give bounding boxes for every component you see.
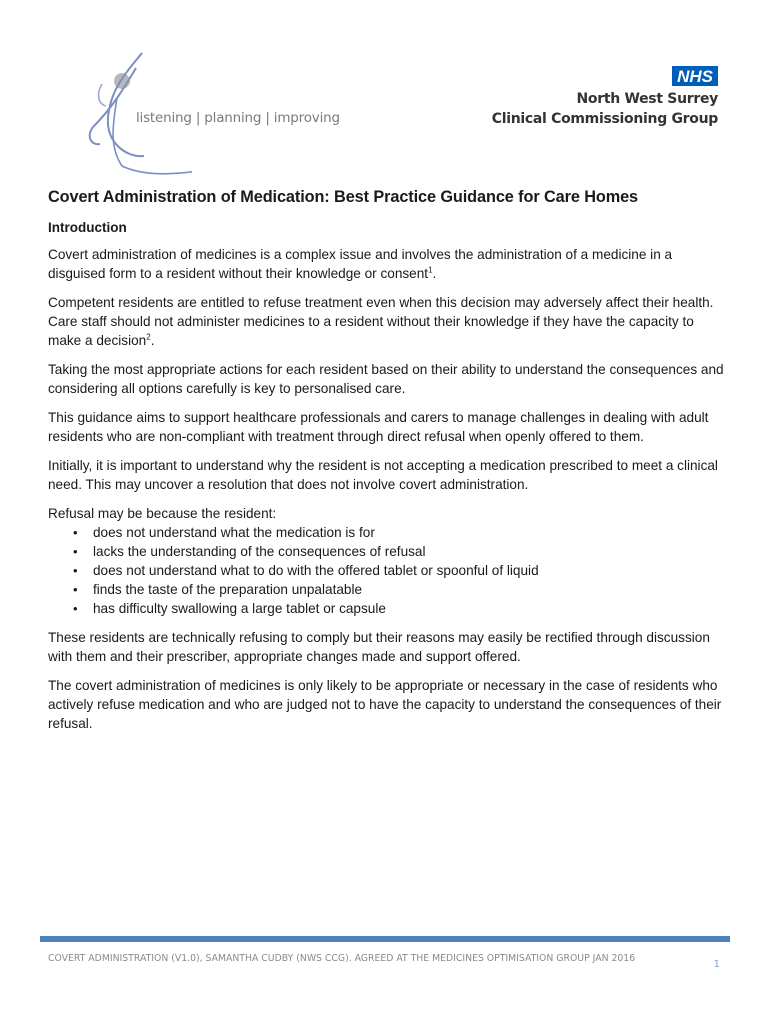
paragraph-2: Competent residents are entitled to refuse treatment even when this decision may adversely affect their health. Care staff should not administer medicines to a resident without their knowledge if they have the capacity to make a decision$^2$. (48, 295, 714, 348)
paragraph-5: Initially, it is important to understand why the resident is not accepting a medication prescribed to meet a clinical need. This may uncover a resolution that does not involve covert administration. (48, 458, 718, 492)
ccg-tagline: listening | planning | improving (136, 110, 340, 126)
paragraph-7: The covert administration of medicines is only likely to be appropriate or necessary in the case of residents who actively refuse medication and who are judged not to have the capacity to understand the consequences of their refusal. (48, 678, 722, 731)
paragraph-3: Taking the most appropriate actions for each resident based on their ability to understand the consequences and considering all options carefully is key to personalised care. (48, 362, 724, 396)
refusal-list-intro: Refusal may be because the resident: (48, 506, 277, 521)
footer-divider (40, 936, 730, 942)
list-item: • does not understand what the medication is for (93, 523, 728, 542)
document-title: Covert Administration of Medication: Best Practice Guidance for Care Homes (48, 188, 639, 206)
paragraph-2-text: Competent residents are entitled to refuse treatment even when this decision may adversely affect their health. Care staff should not administer medicines to a resident without their knowledge if they have the capacity to make a decision (48, 295, 714, 348)
paragraph-4: This guidance aims to support healthcare professionals and carers to manage challenges in dealing with adult residents who are non-compliant with treatment through direct refusal when openly offered to them. (48, 410, 709, 444)
organisation-name-line1: North West Surrey (576, 91, 718, 107)
paragraph-1-text: Covert administration of medicines is a complex issue and involves the administration of a medicine in a disguised form to a resident without their knowledge or consent (48, 247, 673, 281)
footnote-ref-2[interactable]: 2 (146, 332, 151, 342)
footnote-ref-1[interactable]: 1 (428, 265, 433, 275)
list-item: • lacks the understanding of the consequences of refusal (93, 542, 728, 561)
section-heading-introduction: Introduction (48, 220, 127, 235)
nhs-logo: NHS (672, 66, 718, 86)
paragraph-6: These residents are technically refusing to comply but their reasons may easily be rectified through discussion with them and their prescriber, appropriate changes made and support offered. (48, 630, 710, 664)
document-body (48, 188, 728, 743)
list-item: • has difficulty swallowing a large tablet or capsule (93, 599, 728, 618)
list-item: • finds the taste of the preparation unpalatable (93, 580, 728, 599)
paragraph-1: Covert administration of medicines is a complex issue and involves the administration of a medicine in a disguised form to a resident without their knowledge or consent$^1$. (48, 247, 673, 281)
footer-citation: COVERT ADMINISTRATION (V1.0), SAMANTHA CUDBY (NWS CCG). AGREED AT THE MEDICINES OPTIMISATION GROUP JAN 2016 (48, 953, 636, 964)
refusal-reasons-list (48, 523, 728, 618)
organisation-name-line2: Clinical Commissioning Group (491, 111, 718, 127)
page-number: 1 (713, 959, 720, 970)
organisation-name (492, 89, 718, 129)
list-item: • does not understand what to do with the offered tablet or spoonful of liquid (93, 561, 728, 580)
